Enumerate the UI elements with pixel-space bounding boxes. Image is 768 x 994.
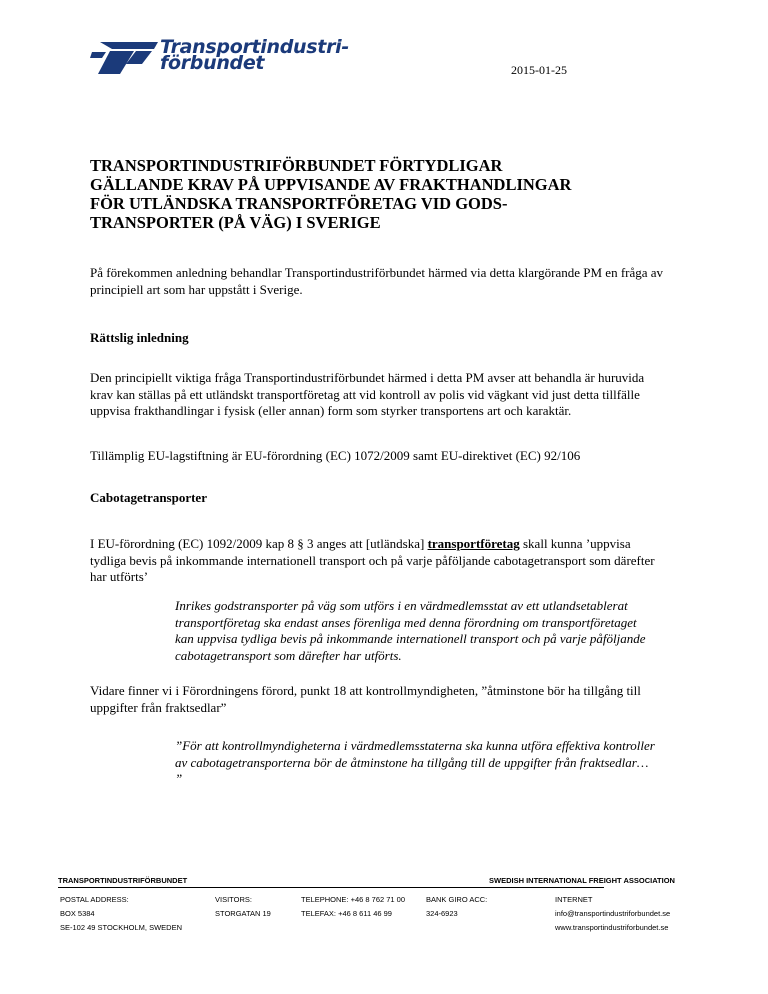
footer-phone: TELEPHONE: +46 8 762 71 00 TELEFAX: +46 8 611 46 99 bbox=[301, 895, 406, 918]
blockquote-1: Inrikes godstransporter på väg som utförs i en värdmedlemsstat av ett utlandsetablerat transportföretag ska endast anses förenliga med denna förordning om transportföretaget kan uppvisa tydliga bevis på inkommande internationell transport och på varje påföljande cabotagetransport som därefter har utförts. bbox=[175, 598, 646, 663]
section1-paragraph1: Den principiellt viktiga fråga Transportindustriförbundet härmed i detta PM avser att behandla är huruvida krav kan ställas på ett utländskt transportföretag att vid kontroll av polis vid vägkant vid just detta tillfälle uppvisa frakthandlingar i fysisk (eller annan) form som styrker transportens art och karaktär. bbox=[90, 370, 645, 418]
section-heading-cabotage: Cabotagetransporter bbox=[90, 490, 207, 505]
footer-org-left: TRANSPORTINDUSTRIFÖRBUNDET bbox=[58, 876, 188, 885]
footer-visitors: VISITORS: STORGATAN 19 bbox=[215, 895, 271, 918]
logo-wordmark: Transportindustri- förbundet bbox=[160, 36, 349, 74]
section2-paragraph1: I EU-förordning (EC) 1092/2009 kap 8 § 3 anges att [utländska] transportföretag skall kunna ’uppvisa tydliga bevis på inkommande internationell transport och på varje påföljande cabotagetransport som därefter har utförts’ bbox=[90, 536, 655, 584]
blockquote-2: ”För att kontrollmyndigheterna i värdmedlemsstaterna ska kunna utföra effektiva kontroller av cabotagetransporterna bör de åtminstone ha tillgång till de uppgifter från fraktsedlar… ” bbox=[175, 738, 655, 786]
logo bbox=[90, 38, 370, 78]
emphasized-term: transportföretag bbox=[427, 536, 520, 551]
footer-giro: BANK GIRO ACC: 324-6923 bbox=[426, 895, 488, 918]
section2-paragraph2: Vidare finner vi i Förordningens förord, punkt 18 att kontrollmyndigheten, ”åtminstone bör ha tillgång till uppgifter från fraktsedlar” bbox=[90, 683, 641, 715]
footer-email-link[interactable]: info@transportindustriforbundet.se bbox=[555, 909, 671, 918]
document-title: TRANSPORTINDUSTRIFÖRBUNDET FÖRTYDLIGAR GÄLLANDE KRAV PÅ UPPVISANDE AV FRAKTHANDLINGAR FÖR UTLÄNDSKA TRANSPORTFÖRETAG VID GODS- TRANSPORTER (PÅ VÄG) I SVERIGE bbox=[90, 156, 572, 232]
footer-divider bbox=[58, 887, 604, 888]
footer-web-link[interactable]: www.transportindustriforbundet.se bbox=[555, 923, 669, 932]
logo-mark-icon bbox=[90, 38, 160, 76]
footer-postal: POSTAL ADDRESS: BOX 5384 SE-102 49 STOCKHOLM, SWEDEN bbox=[60, 895, 182, 932]
footer-org-right: SWEDISH INTERNATIONAL FREIGHT ASSOCIATION bbox=[489, 876, 675, 885]
section1-paragraph2: Tillämplig EU-lagstiftning är EU-förordning (EC) 1072/2009 samt EU-direktivet (EC) 92/106 bbox=[90, 448, 581, 463]
footer-internet: INTERNET info@transportindustriforbundet.se www.transportindustriforbundet.se bbox=[555, 893, 670, 935]
document-date: 2015-01-25 bbox=[511, 63, 567, 77]
section-heading-rattslig: Rättslig inledning bbox=[90, 330, 189, 345]
intro-paragraph: På förekommen anledning behandlar Transportindustriförbundet härmed via detta klargörande PM en fråga av principiell art som har uppstått i Sverige. bbox=[90, 265, 664, 297]
